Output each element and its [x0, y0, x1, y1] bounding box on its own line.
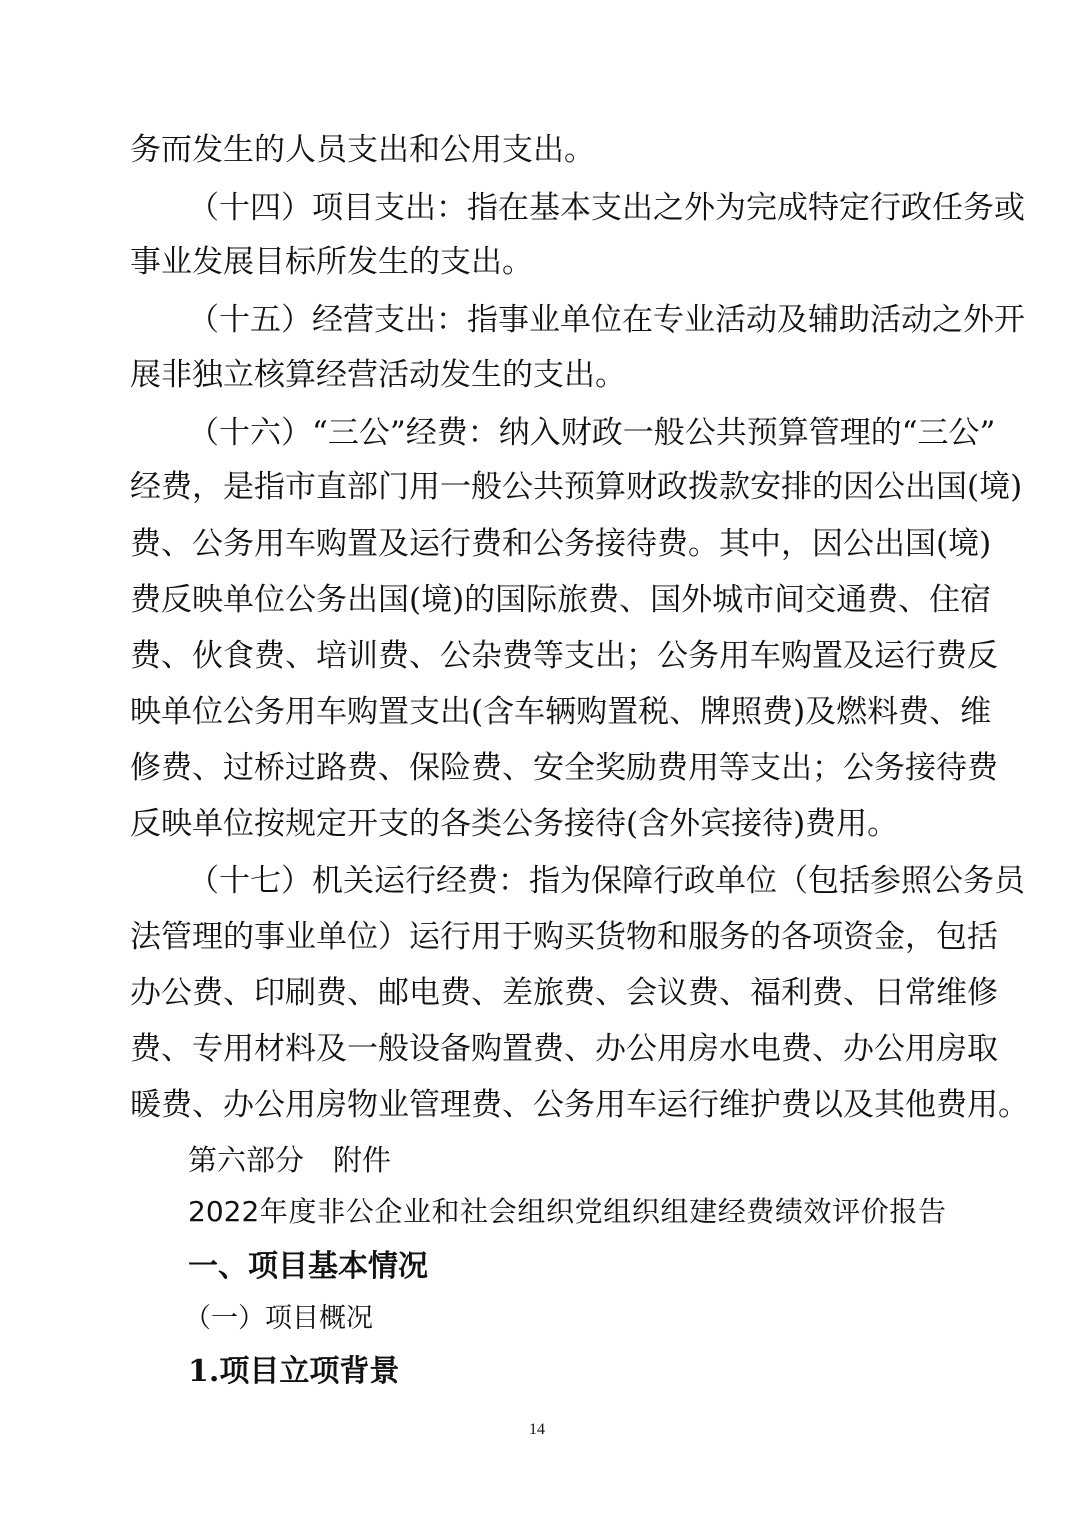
body-line: （十四）项目支出：指在基本支出之外为完成特定行政任务或 [188, 190, 1025, 226]
body-line: 映单位公务用车购置支出(含车辆购置税、牌照费)及燃料费、维 [130, 694, 992, 730]
body-line: （十七）机关运行经费：指为保障行政单位（包括参照公务员 [188, 863, 1025, 899]
report-title: 2022年度非公企业和社会组织党组织组建经费绩效评价报告 [188, 1195, 946, 1228]
body-line: 务而发生的人员支出和公用支出。 [130, 132, 595, 168]
part-heading: 第六部分 附件 [188, 1143, 392, 1177]
body-line: 办公费、印刷费、邮电费、差旅费、会议费、福利费、日常维修 [130, 975, 998, 1011]
body-line: 事业发展目标所发生的支出。 [130, 244, 533, 280]
page-number: 14 [529, 1421, 545, 1438]
body-line: 展非独立核算经营活动发生的支出。 [130, 357, 626, 393]
body-line: 费反映单位公务出国(境)的国际旅费、国外城市间交通费、住宿 [130, 582, 992, 618]
body-line: 费、伙食费、培训费、公杂费等支出；公务用车购置及运行费反 [130, 638, 998, 674]
body-line: （十六）“三公”经费：纳入财政一般公共预算管理的“三公” [188, 415, 996, 451]
section-heading-1-1: （一）项目概况 [184, 1303, 373, 1334]
body-line: 反映单位按规定开支的各类公务接待(含外宾接待)费用。 [130, 806, 899, 842]
section-heading-1: 一、项目基本情况 [188, 1249, 428, 1284]
section-heading-1-1-1: 1.项目立项背景 [188, 1354, 400, 1389]
body-line: 费、公务用车购置及运行费和公务接待费。其中，因公出国(境) [130, 526, 992, 562]
body-line: 费、专用材料及一般设备购置费、办公用房水电费、办公用房取 [130, 1031, 998, 1067]
body-line: 暖费、办公用房物业管理费、公务用车运行维护费以及其他费用。 [130, 1087, 1029, 1123]
body-line: （十五）经营支出：指事业单位在专业活动及辅助活动之外开 [188, 302, 1025, 338]
body-line: 经费，是指市直部门用一般公共预算财政拨款安排的因公出国(境) [130, 469, 1023, 505]
body-line: 修费、过桥过路费、保险费、安全奖励费用等支出；公务接待费 [130, 750, 998, 786]
body-line: 法管理的事业单位）运行用于购买货物和服务的各项资金，包括 [130, 919, 998, 955]
